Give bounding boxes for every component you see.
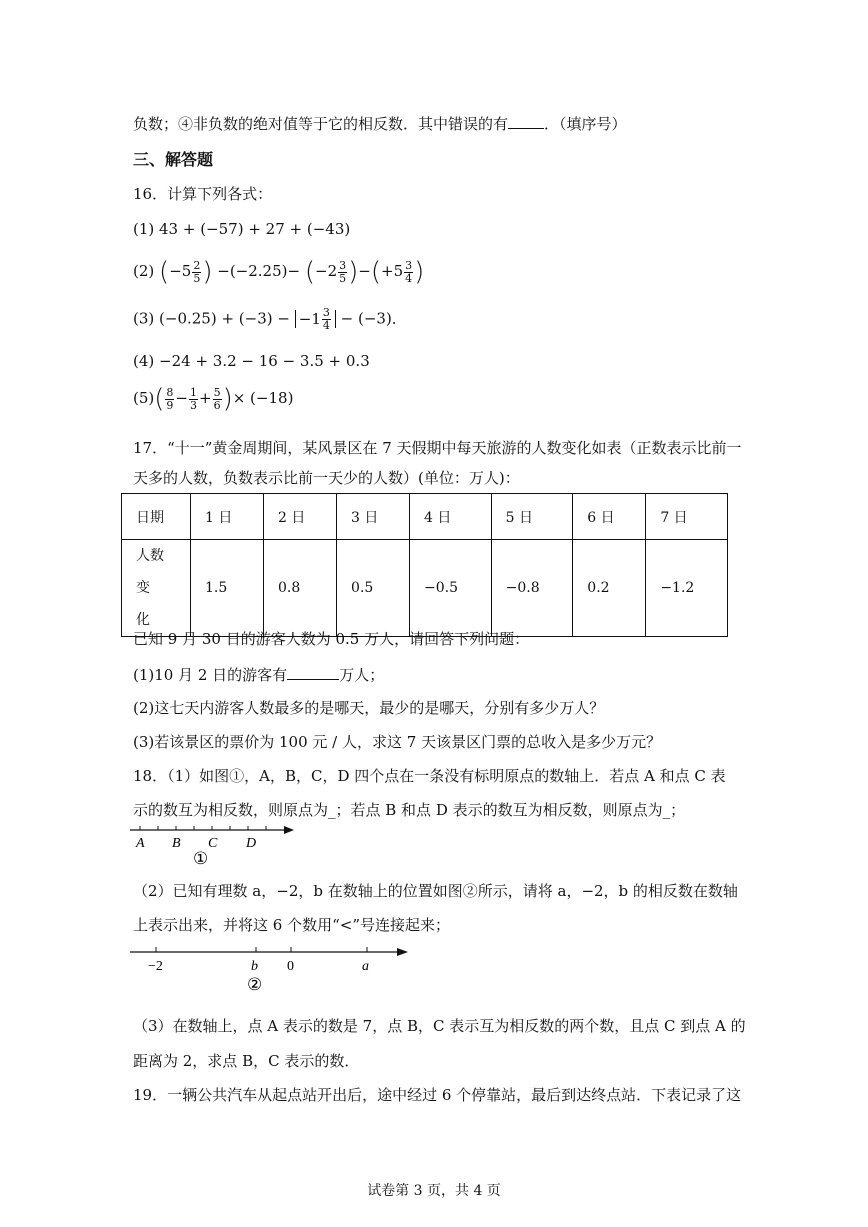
- q18-part3-line2: 距离为 2，求点 B，C 表示的数．: [133, 1052, 360, 1070]
- q17-sub2: (2)这七天内游客人数最多的是哪天，最少的是哪天，分别有多少万人？: [133, 699, 605, 717]
- q16-p2-mid: −(−2.25)−: [217, 262, 301, 280]
- table-row-dates: [122, 494, 728, 540]
- q16-p2-frac-a: $\frac{2}{5}$: [193, 258, 201, 285]
- table-cell-value: 0.2: [573, 540, 646, 637]
- q16-part5-label: (5): [133, 389, 155, 407]
- answer-blank: [508, 114, 544, 129]
- table-row-label: 人数变 化: [122, 540, 191, 637]
- table-row-changes: [122, 540, 728, 637]
- q16-part3: [133, 307, 407, 332]
- tourist-change-table: [121, 493, 728, 637]
- fig1-label-a: A: [136, 836, 145, 851]
- fig2-label-neg2: −2: [148, 959, 163, 974]
- fig2-label-b: b: [251, 959, 258, 974]
- q16-part3-label: (3): [133, 309, 155, 328]
- q17-line2: 天多的人数，负数表示比前一天少的人数）(单位：万人)：: [133, 469, 520, 487]
- table-cell-day: 4 日: [410, 494, 492, 540]
- q16-p5-tail: × (−18): [232, 389, 294, 407]
- table-cell-value: −0.5: [410, 540, 492, 637]
- table-cell-value: −0.8: [491, 540, 573, 637]
- fig1-label-d: D: [246, 836, 257, 851]
- previous-question-suffix: ．（填序号）: [544, 115, 627, 133]
- q16-p3-abs: −1 $\frac{3}{4}$: [295, 310, 336, 328]
- q16-part1: (1) 43 + (−57) + 27 + (−43): [133, 220, 351, 238]
- q16-title: 16．计算下列各式：: [133, 185, 273, 203]
- table-cell-value: 0.8: [264, 540, 337, 637]
- table-cell-value: 1.5: [191, 540, 264, 637]
- q18-line1: 18．（1）如图①，A，B，C，D 四个点在一条没有标明原点的数轴上．若点 A 和点 C 表: [133, 767, 726, 785]
- fig1-label-b: B: [172, 836, 181, 851]
- table-cell-day: 3 日: [337, 494, 410, 540]
- q16-p2-int-c: −2: [315, 262, 338, 280]
- q16-part4: (4) −24 + 3.2 − 16 − 3.5 + 0.3: [133, 352, 370, 370]
- table-cell-value: −1.2: [646, 540, 728, 637]
- q16-p2-frac-d: $\frac{3}{4}$: [405, 258, 413, 285]
- q17-sub1: (1)10 月 2 日的游客有 万人；: [133, 666, 385, 684]
- q18-part3-line1: （3）在数轴上，点 A 表示的数是 7，点 B，C 表示互为相反数的两个数，且点 C 到点 A 的: [133, 1017, 746, 1035]
- previous-question-tail: [133, 113, 627, 134]
- q16-p2-frac-c: $\frac{3}{5}$: [339, 258, 347, 285]
- table-cell-day: 1 日: [191, 494, 264, 540]
- fig2-label-zero: 0: [287, 959, 294, 974]
- table-header-cell: 日期: [122, 494, 191, 540]
- previous-question-text: 负数；④非负数的绝对值等于它的相反数．其中错误的有: [133, 115, 509, 133]
- page-footer: 试卷第 3 页，共 4 页: [367, 1183, 501, 1199]
- table-cell-day: 2 日: [264, 494, 337, 540]
- number-line-figure-1: [130, 822, 300, 872]
- fig2-label-a: a: [362, 959, 369, 974]
- q19-line1: 19．一辆公共汽车从起点站开出后，途中经过 6 个停靠站，最后到达终点站．下表记录了这: [133, 1086, 742, 1104]
- fig1-label-c: C: [208, 836, 218, 851]
- table-cell-day: 7 日: [646, 494, 728, 540]
- q16-p3-pre: (−0.25) + (−3) −: [159, 309, 290, 328]
- q18-part2-line2: 上表示出来，并将这 6 个数用“<”号连接起来；: [133, 916, 450, 934]
- q18-line2: 示的数互为相反数，则原点为_；若点 B 和点 D 表示的数互为相反数，则原点为_；: [133, 801, 686, 819]
- q16-part2: (2) (−5 $\frac{2}{5}$ ) −(−2.25)− (−2 $\frac{3}{5}$ )−(+5 $\frac{3}{4}$ ): [133, 257, 425, 287]
- fig2-caption: ②: [247, 975, 263, 995]
- section-title: 三、解答题: [133, 150, 214, 169]
- table-cell-value: 0.5: [337, 540, 410, 637]
- table-cell-day: 6 日: [573, 494, 646, 540]
- q17-line1: 17．“十一”黄金周期间，某风景区在 7 天假期中每天旅游的人数变化如表（正数表示比前一: [133, 439, 742, 457]
- fig1-caption: ①: [193, 849, 209, 869]
- q16-p3-post: − (−3)．: [340, 309, 407, 328]
- q17-sub3: (3)若该景区的票价为 100 元 / 人，求这 7 天该景区门票的总收入是多少万元？: [133, 733, 662, 751]
- table-cell-day: 5 日: [491, 494, 573, 540]
- answer-blank: [287, 665, 339, 680]
- q16-part2-label: (2): [133, 262, 155, 280]
- q16-part5: (5)( $\frac{8}{9}$ − $\frac{1}{3}$ + $\frac{5}{6}$ )× (−18): [133, 384, 294, 414]
- q18-part2-line1: （2）已知有理数 a，−2，b 在数轴上的位置如图②所示，请将 a，−2，b 的相反数在数轴: [133, 882, 738, 900]
- q17-known: 已知 9 月 30 日的游客人数为 0.5 万人，请回答下列问题：: [133, 630, 530, 648]
- number-line-figure-2: [130, 944, 420, 1000]
- q16-p2-int-a: −5: [169, 262, 192, 280]
- q16-p2-int-d: +5: [381, 262, 404, 280]
